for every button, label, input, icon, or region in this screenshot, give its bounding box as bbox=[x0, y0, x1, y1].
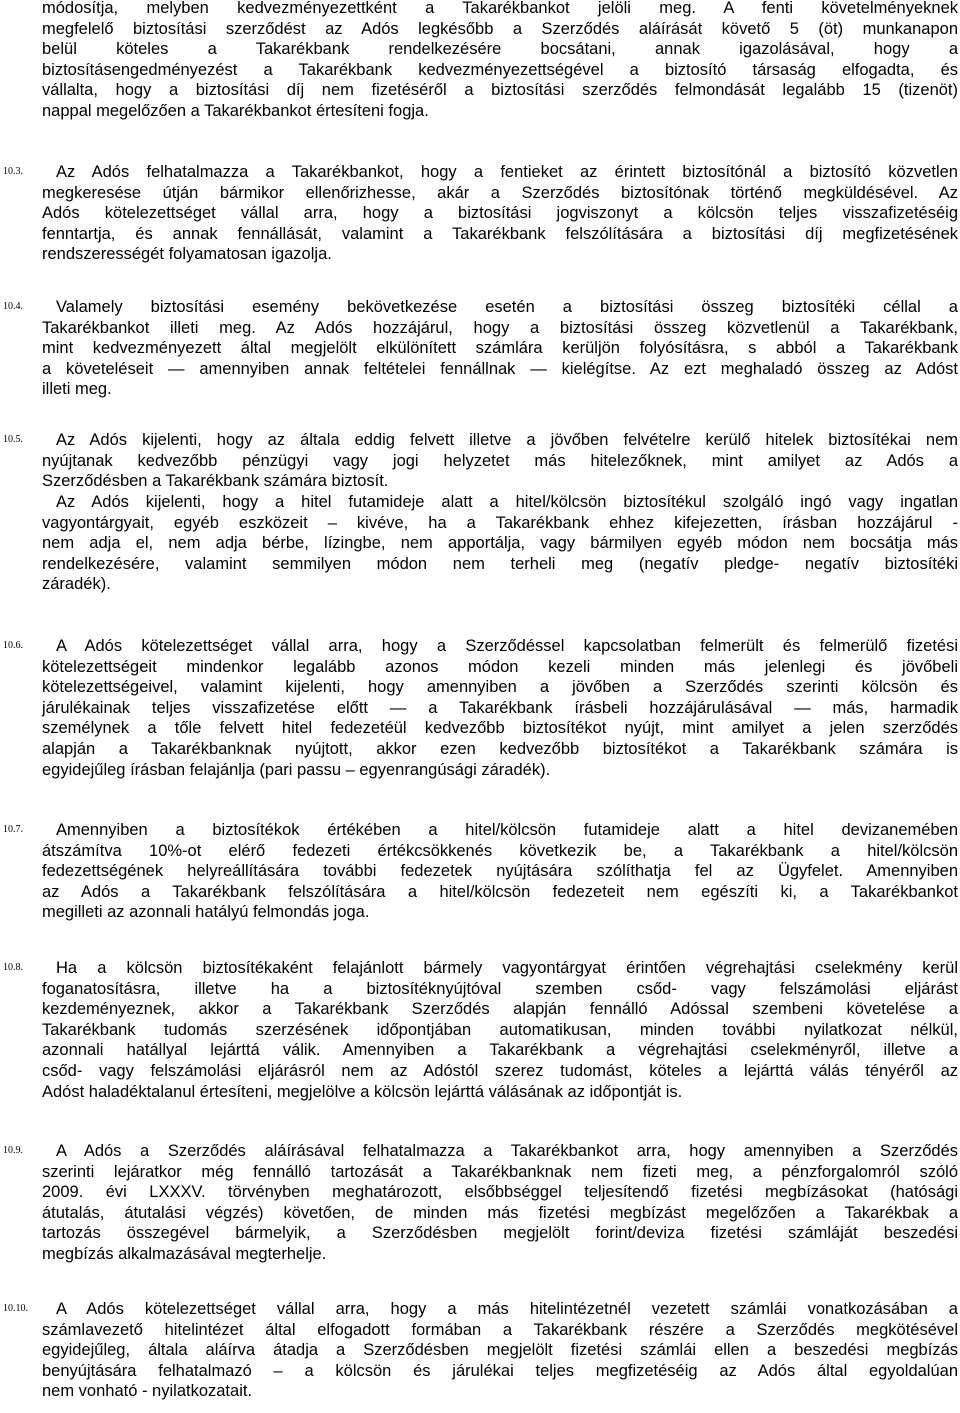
text-line: azonnali hatállyal lejárttá válik. Amennyiben a Takarékbank a végrehajtási cselekményről, illetve a bbox=[42, 1041, 958, 1060]
text-line: Az Adós kijelenti, hogy a hitel futamideje alatt a hitel/kölcsön biztosítékul szolgáló ingó vagy ingatlan bbox=[56, 493, 958, 511]
text-line: Az Adós felhatalmazza a Takarékbankot, hogy a fentieket az érintett biztosítónál a biztosító közvetlen bbox=[56, 163, 958, 181]
text-line: személynek a tőle felvett hitel fedezetéül kedvezőbb biztosítékot nyújt, mint amilyet a jelen szerződés bbox=[42, 719, 958, 738]
text-line: egyidejűleg írásban felajánlja (pari passu – egyenrangúsági záradék). bbox=[42, 760, 551, 779]
paragraph-10-3 bbox=[42, 162, 958, 265]
text-line: alapján a Takarékbanknak nyújtott, akkor ezen kedvezőbb biztosítékot a Takarékbank számára is bbox=[42, 739, 958, 758]
text-line: szerinti lejáratkor még fennálló tartozását a Takarékbanknak nem fizeti meg, a pénzforgalomról szóló bbox=[42, 1162, 958, 1181]
paragraph-10-9 bbox=[42, 1141, 958, 1265]
paragraph-10-4 bbox=[42, 297, 958, 400]
paragraph-10-7 bbox=[42, 820, 958, 923]
paragraph-10-6 bbox=[42, 636, 958, 780]
text-line: A Adós kötelezettséget vállal arra, hogy a Szerződéssel kapcsolatban felmerült és felmerülő fizetési bbox=[56, 637, 958, 655]
text-line: belül köteles a Takarékbank rendelkezésére bocsátani, annak igazolásával, hogy a bbox=[42, 40, 958, 59]
text-line: egyidejűleg, általa aláírva átadja a Szerződésben megjelölt fizetési számlái ellen a beszedési megbízás bbox=[42, 1341, 958, 1360]
text-line: 2009. évi LXXXV. törvényben meghatározott, elsőbbséggel teljesítendő fizetési megbízásokat (hatósági bbox=[42, 1183, 958, 1202]
text-line: az Adós a Takarékbank felszólítására a hitel/kölcsön fedezeteit nem egészíti ki, a Takarékbankot bbox=[42, 882, 958, 901]
text-line: foganatosításra, illetve ha a biztosítéknyújtóval szemben csőd- vagy felszámolási eljárást bbox=[42, 979, 958, 998]
text-line: módosítja, melyben kedvezményezettként a Takarékbankot jelöli meg. A fenti követelményeknek bbox=[42, 0, 958, 17]
section-number: 10.5. bbox=[3, 434, 23, 445]
text-line: vagyontárgyait, egyéb eszközeit – kivéve, ha a Takarékbank ehhez kifejezetten, írásban hozzájárul - bbox=[42, 513, 958, 532]
text-line: mint kedvezményezett által megjelölt elkülönített számlára kerüljön folyósításra, s abból a Takarékbank bbox=[42, 339, 958, 358]
text-line: Ha a kölcsön biztosítékaként felajánlott bármely vagyontárgyat érintően végrehajtási cselekmény kerül bbox=[56, 959, 958, 977]
text-line: megilleti az azonnali hatályú felmondás joga. bbox=[42, 903, 370, 922]
text-line: Takarékbankot illeti meg. Az Adós hozzájárul, hogy a biztosítási összeg közvetlenül a Takarékbank, bbox=[42, 318, 958, 337]
text-line: a követeléseit — amennyiben annak feltételei fennállnak — kielégítse. Az ezt meghaladó összeg az Adóst bbox=[42, 359, 958, 378]
text-line: átutalás, átutalási végzés) követően, de minden más fizetési megbízást megelőzően a Takarékbak a bbox=[42, 1203, 958, 1222]
paragraph-10-5 bbox=[42, 430, 958, 492]
text-line: kezdeményeznek, akkor a Takarékbank Szerződés alapján fennálló Adóssal szembeni követelése a bbox=[42, 1000, 958, 1019]
text-line: fedezettségének helyreállítására további fedezetek nyújtására szólíthatja fel az Ügyfelet. Amennyiben bbox=[42, 862, 958, 881]
text-line: Adós kötelezettséget vállal arra, hogy a biztosítási jogviszonyt a kölcsön teljes visszafizetéséig bbox=[42, 204, 958, 223]
section-number: 10.9. bbox=[3, 1145, 23, 1156]
text-line: rendelkezésére, valamint semmilyen módon nem terheli meg (negatív pledge- negatív biztosítéki bbox=[42, 554, 958, 573]
text-line: záradék). bbox=[42, 575, 111, 594]
paragraph-continuation bbox=[42, 0, 958, 122]
section-number: 10.8. bbox=[3, 962, 23, 973]
text-line: kötelezettségeivel, valamint kijelenti, hogy amennyiben a jövőben a Szerződés szerinti kölcsön és bbox=[42, 678, 958, 697]
text-line: megfelelő biztosítási szerződést az Adós legkésőbb a Szerződés aláírását követő 5 (öt) munkanapon bbox=[42, 19, 958, 38]
text-line: benyújtására felhatalmazó – a kölcsön és járulékai teljes megfizetéséig az Adós által egyoldalúan bbox=[42, 1361, 958, 1380]
text-line: illeti meg. bbox=[42, 380, 112, 399]
section-number: 10.4. bbox=[3, 301, 23, 312]
text-line: számlavezető hitelintézet által elfogadott formában a Takarékbank részére a Szerződés megkötésével bbox=[42, 1320, 958, 1339]
text-line: biztosításengedményezést a Takarékbank kedvezményezettségével a biztosító társaság elfogadta, és bbox=[42, 60, 958, 79]
text-line: nyújtanak kedvezőbb pénzügyi vagy jogi helyzetet más hitelezőknek, mint amilyet az Adós a bbox=[42, 451, 958, 470]
text-line: Adóst haladéktalanul értesíteni, megjelölve a kölcsön lejárttá válásának az időpontját is. bbox=[42, 1082, 683, 1101]
section-number: 10.10. bbox=[3, 1303, 28, 1314]
paragraph-10-8 bbox=[42, 958, 958, 1102]
text-line: csőd- vagy felszámolási eljárásról nem az Adóstól szerez tudomást, köteles a lejárttá válás tényéről az bbox=[42, 1061, 958, 1080]
text-line: vállalta, hogy a biztosítási díj nem fizetéséről a biztosítási szerződés felmondását legalább 15 (tizenöt) bbox=[42, 81, 958, 100]
text-line: nappal megelőzően a Takarékbankot értesíteni fogja. bbox=[42, 101, 429, 120]
paragraph-10-5-continued bbox=[42, 492, 958, 595]
text-line: Valamely biztosítási esemény bekövetkezése esetén a biztosítási összeg biztosítéki céllal a bbox=[56, 298, 958, 316]
text-line: fenntartja, és annak fennállását, valamint a Takarékbank felszólítására a biztosítási díj megfizetésének bbox=[42, 224, 958, 243]
section-number: 10.3. bbox=[3, 166, 23, 177]
text-line: Az Adós kijelenti, hogy az általa eddig felvett illetve a jövőben felvételre kerülő hitelek biztosítékai nem bbox=[56, 431, 958, 449]
text-line: A Adós a Szerződés aláírásával felhatalmazza a Takarékbankot arra, hogy amennyiben a Szerződés bbox=[56, 1142, 958, 1160]
text-line: járulékainak teljes visszafizetése előtt — a Takarékbank írásbeli hozzájárulásával — más, harmadik bbox=[42, 698, 958, 717]
paragraph-10-10 bbox=[42, 1299, 958, 1402]
text-line: Szerződésben a Takarékbank számára biztosít. bbox=[42, 472, 389, 491]
text-line: nem vonható - nyilatkozatait. bbox=[42, 1382, 253, 1401]
text-line: nem adja el, nem adja bérbe, lízingbe, nem apportálja, vagy bármilyen egyéb módon nem bocsátja más bbox=[42, 534, 958, 553]
text-line: átszámítva 10%-ot elérő fedezeti értékcsökkenés következik be, a Takarékbank a hitel/kölcsön bbox=[42, 841, 958, 860]
text-line: kötelezettségeit mindenkor legalább azonos módon kezeli minden más jelenlegi és jövőbeli bbox=[42, 657, 958, 676]
text-line: megkeresése útján bármikor ellenőrizhesse, akár a Szerződés biztosítónak történő megküldésével. Az bbox=[42, 183, 958, 202]
text-line: Amennyiben a biztosítékok értékében a hitel/kölcsön futamideje alatt a hitel devizanemében bbox=[56, 821, 958, 839]
text-line: A Adós kötelezettséget vállal arra, hogy a más hitelintézetnél vezetett számlái vonatkozásában a bbox=[56, 1300, 958, 1318]
section-number: 10.6. bbox=[3, 640, 23, 651]
section-number: 10.7. bbox=[3, 824, 23, 835]
text-line: Takarékbank tudomás szerzésének időpontjában automatikusan, minden további nyilatkozat nélkül, bbox=[42, 1020, 958, 1039]
text-line: megbízás alkalmazásával megterhelje. bbox=[42, 1244, 327, 1263]
text-line: rendszerességét folyamatosan igazolja. bbox=[42, 245, 332, 264]
text-line: tartozás összegével bármelyik, a Szerződésben megjelölt forint/deviza fizetési számláját beszedési bbox=[42, 1224, 958, 1243]
